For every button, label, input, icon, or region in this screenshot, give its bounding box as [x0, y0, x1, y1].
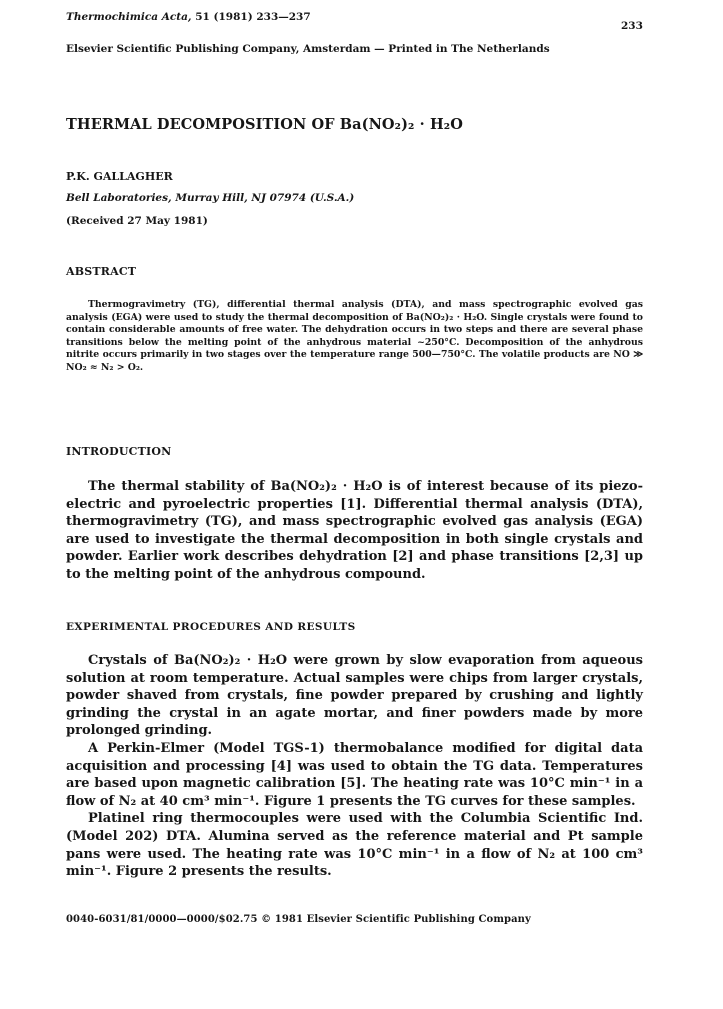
page-number: 233 — [621, 20, 643, 32]
author-affiliation: Bell Laboratories, Murray Hill, NJ 07974 (U.S.A.) — [66, 192, 355, 204]
experimental-paragraph-2: A Perkin-Elmer (Model TGS-1) thermobalance modified for digital data acquisition and processing [4] was used to obtain the TG data. Temperatures are based upon magnetic calibration [5]. The heating rate was 10°C min⁻¹ in a flow of N₂ at 40 cm³ min⁻¹. Figure 1 presents the TG curves for these samples. — [66, 740, 643, 809]
abstract-heading: ABSTRACT — [66, 265, 137, 278]
introduction-body — [66, 478, 643, 584]
experimental-body — [66, 652, 643, 881]
journal-citation: 51 (1981) 233—237 — [195, 11, 311, 23]
experimental-heading: EXPERIMENTAL PROCEDURES AND RESULTS — [66, 621, 356, 633]
introduction-paragraph: The thermal stability of Ba(NO₂)₂ · H₂O is of interest because of its piezo-electric and pyroelectric properties [1]. Differential thermal analysis (DTA), thermogravimetry (TG), and mass spectrographic evolved gas analysis (EGA) are used to investigate the thermal decomposition in both single crystals and powder. Earlier work describes dehydration [2] and phase transitions [2,3] up to the melting point of the anhydrous compound. — [66, 479, 643, 582]
author-name: P.K. GALLAGHER — [66, 170, 173, 183]
experimental-paragraph-3: Platinel ring thermocouples were used with the Columbia Scientific Ind. (Model 202) DTA. Alumina served as the reference material and Pt sample pans were used. The heating rate was 10°C min⁻¹ in a flow of N₂ at 100 cm³ min⁻¹. Figure 2 presents the results. — [66, 811, 643, 880]
publisher-line: Elsevier Scientific Publishing Company, Amsterdam — Printed in The Netherlands — [66, 43, 550, 55]
copyright-footer: 0040-6031/81/0000—0000/$02.75 © 1981 Elsevier Scientific Publishing Company — [66, 914, 531, 925]
abstract-text: Thermogravimetry (TG), differential thermal analysis (DTA), and mass spectrographic evolved gas analysis (EGA) were used to study the thermal decomposition of Ba(NO₂)₂ · H₂O. Single crystals were found to contain considerable amounts of free water. The dehydration occurs in two steps and there are several phase transitions below the melting point of the anhydrous material ~250°C. Decomposition of the anhydrous nitrite occurs primarily in two stages over the temperature range 500—750°C. The volatile products are NO ≫ NO₂ ≈ N₂ > O₂. — [66, 299, 643, 373]
received-date: (Received 27 May 1981) — [66, 215, 208, 227]
introduction-heading: INTRODUCTION — [66, 445, 172, 458]
journal-name: Thermochimica Acta, — [66, 11, 192, 23]
experimental-paragraph-1: Crystals of Ba(NO₂)₂ · H₂O were grown by slow evaporation from aqueous solution at room temperature. Actual samples were chips from larger crystals, powder shaved from crystals, fine powder prepared by crushing and lightly grinding the crystal in an agate mortar, and finer powders made by more prolonged grinding. — [66, 653, 643, 739]
running-header — [66, 10, 643, 24]
paper-title: THERMAL DECOMPOSITION OF Ba(NO₂)₂ · H₂O — [66, 116, 463, 133]
